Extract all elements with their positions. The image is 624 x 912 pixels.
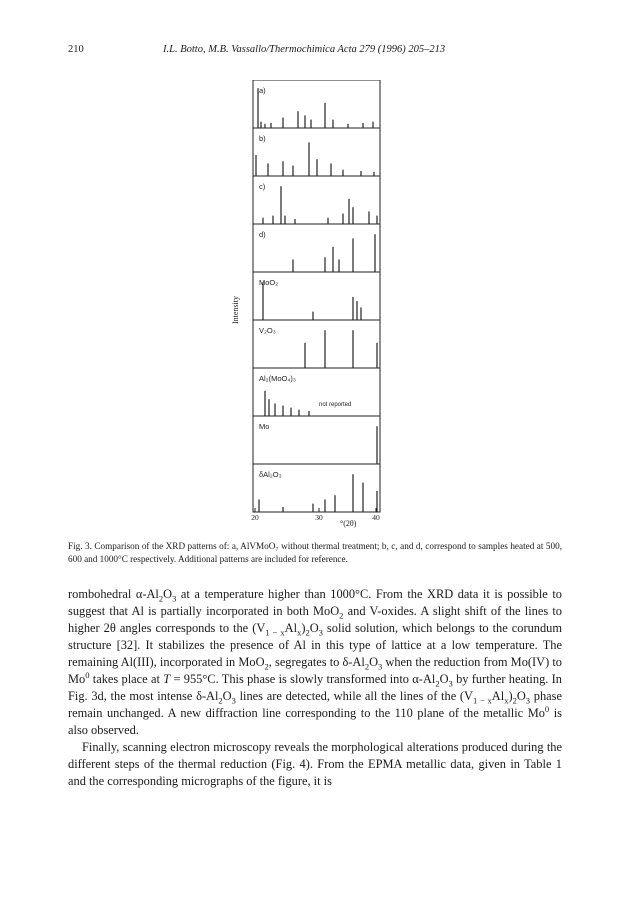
paragraph-1: rombohedral $\alpha-Al_2O_3$ at a temperature higher than 1000°C. From the XRD data it is possible to suggest that Al is partially incorporated in both MoO$_2$ and V-oxides. A slight shift of the lines to higher 2θ angles corresponds to the $(V_{1 - x}Al_x)_2O_3$ solid solution, which belongs to the corundum structure [32]. It stabilizes the presence of Al in this type of lattice at a low temperature. The remaining Al(III), incorporated in MoO$_2$, segregates to $\delta-Al_2O_3$ when the reduction from Mo(IV) to Mo$^0$ takes place at T = 955°C. This phase is slowly transformed into $\alpha-Al_2O_3$ by further heating. In Fig. 3d, the most intense $\delta-Al_2O_3$ lines are detected, while all the lines of the $(V_{1 - x}Al_x)_2O_3$ phase remain unchanged. A new diffraction line corresponding to the 110 plane of the metallic Mo$^0$ is also observed. (68, 587, 563, 737)
panel-label: Mo (259, 422, 270, 431)
panel-label: c) (259, 182, 266, 191)
paragraph-2: Finally, scanning electron microscopy reveals the morphological alterations produced during the different steps of the thermal reduction (Fig. 4). From the EPMA metallic data, given in Table 1 and the corresponding micrographs of the figure, it is (68, 740, 562, 788)
body-text (68, 586, 562, 790)
figure-frame (253, 80, 380, 512)
panel-label: d) (259, 230, 266, 239)
figure-3 (228, 80, 388, 530)
page-header (68, 44, 568, 58)
x-tick-label: 30 (315, 513, 323, 522)
panel-label: V₂O₃ (259, 326, 276, 335)
xrd-figure (228, 80, 388, 530)
figure-caption: Fig. 3. Comparison of the XRD patterns of: a, AlVMoO₇ without thermal treatment; b, c, and d, correspond to samples heated at 500, 600 and 1000°C respectively. Additional patterns are included for reference. (68, 541, 562, 564)
running-title: I.L. Botto, M.B. Vassallo/Thermochimica Acta 279 (1996) 205–213 (163, 44, 446, 55)
x-tick-label: 20 (251, 513, 259, 522)
x-axis-label: °(2θ) (340, 519, 357, 528)
x-tick-label: 40 (372, 513, 380, 522)
panel-note: not reported (319, 402, 352, 408)
panel-label: δAl₂O₃ (259, 470, 282, 479)
panel-label: b) (259, 134, 266, 143)
panel-label: Al₂(MoO₄)₃ (259, 374, 296, 383)
panel-label: a) (259, 86, 266, 95)
y-axis-label: Intensity (231, 296, 240, 324)
panel-label: MoO₂ (259, 278, 279, 287)
page-number: 210 (68, 44, 84, 55)
